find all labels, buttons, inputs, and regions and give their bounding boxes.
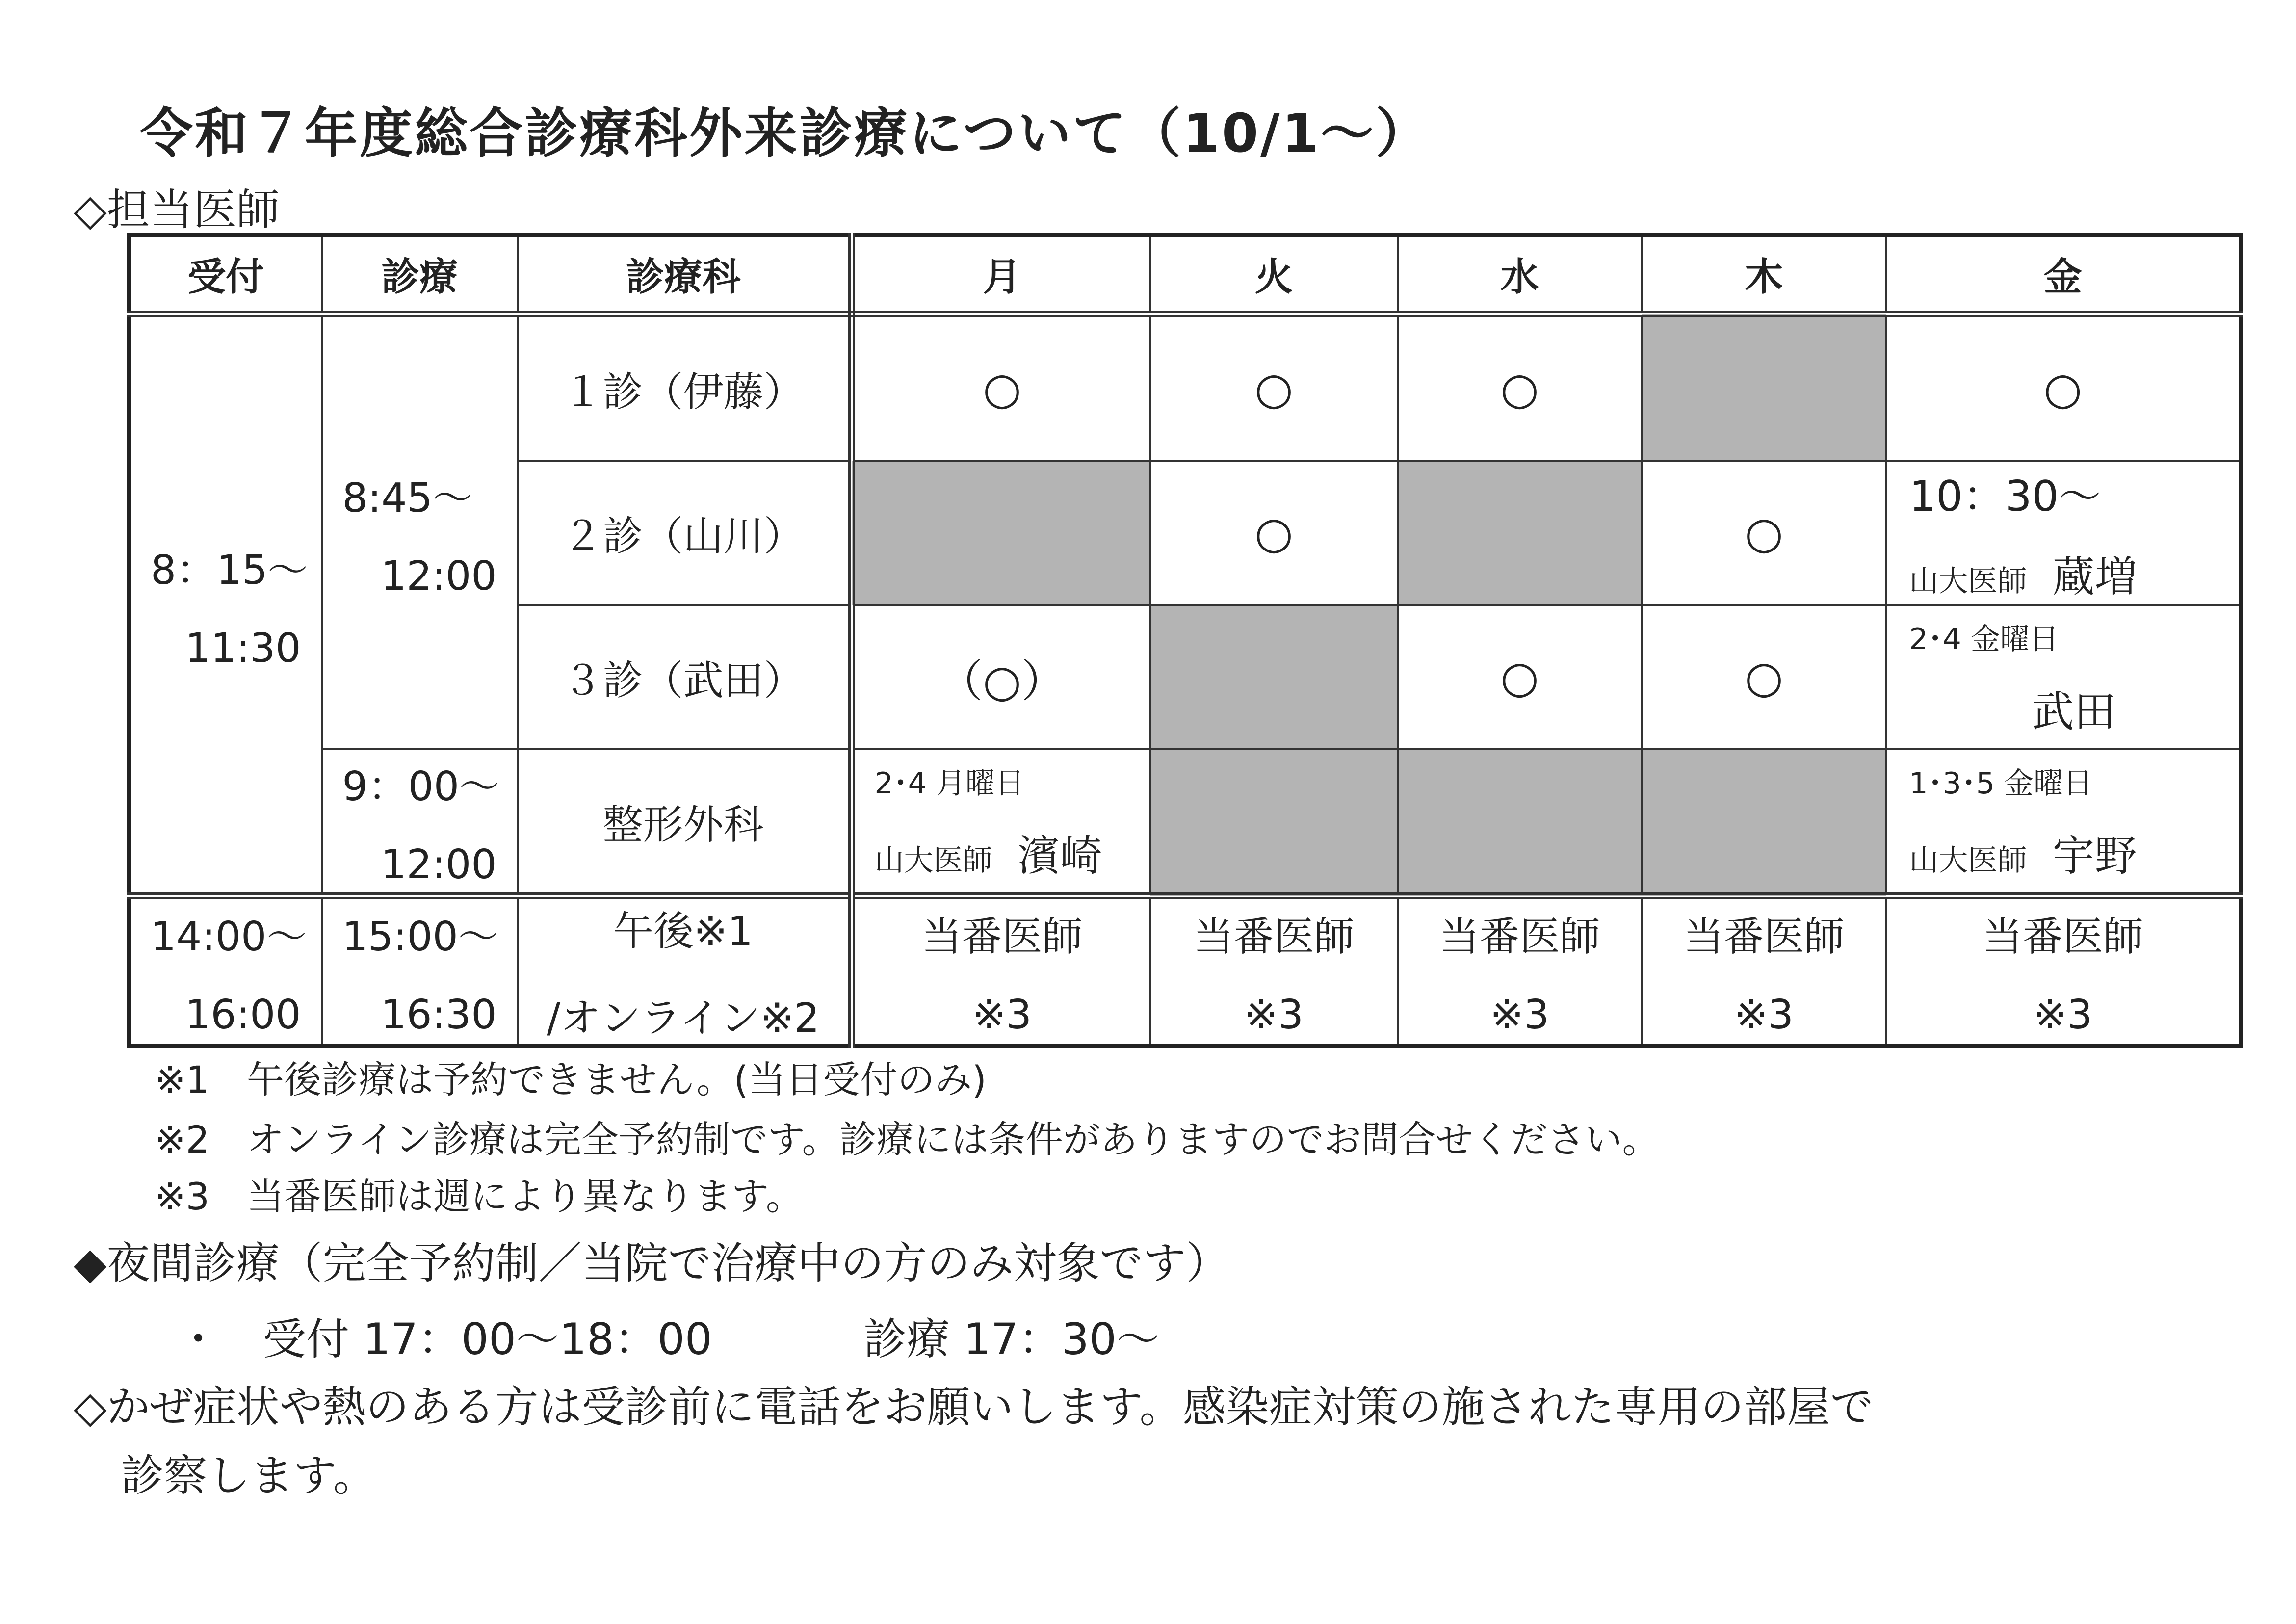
header-wed: 水 (1398, 235, 1642, 314)
fri-time: 10：30〜 (1909, 472, 2101, 521)
afternoon-consult-time (322, 896, 518, 1046)
bullet: ・ (177, 1314, 220, 1364)
header-mon: 月 (852, 235, 1150, 314)
time-end: 11:30 (185, 625, 301, 672)
time-start: 15:00〜 (342, 914, 498, 960)
time-start: 8:45〜 (342, 475, 473, 522)
cell-thu: ○ (1642, 461, 1886, 605)
cell-thu: ○ (1642, 605, 1886, 749)
dept-2: ２診（山川） (518, 461, 852, 605)
table-row (129, 749, 2241, 896)
section-doctors-heading: ◇担当医師 (74, 184, 280, 235)
ortho-consult-time (322, 749, 518, 896)
fri-label: 山大医師 (1909, 564, 2027, 599)
duty-wed (1398, 896, 1642, 1046)
header-consult: 診療 (322, 235, 518, 314)
cell-fri (1886, 461, 2241, 605)
time-start: 8：15〜 (151, 547, 308, 594)
cell-fri (1886, 605, 2241, 749)
cell-wed: ○ (1398, 314, 1642, 461)
duty-note: ※3 (2033, 992, 2093, 1038)
fri-doctor: 武田 (2032, 687, 2116, 736)
dept-3: ３診（武田） (518, 605, 852, 749)
schedule-table (127, 233, 2243, 1048)
duty-note: ※3 (1244, 992, 1304, 1038)
cell-tue-closed (1150, 749, 1398, 896)
duty-note: ※3 (1490, 992, 1549, 1038)
cell-thu-closed (1642, 749, 1886, 896)
duty-thu (1642, 896, 1886, 1046)
afternoon-reception-time (129, 896, 322, 1046)
note-3: ※3 当番医師は週により異なります。 (155, 1175, 803, 1218)
duty-label: 当番医師 (1439, 914, 1600, 960)
duty-label: 当番医師 (1683, 914, 1845, 960)
duty-fri (1886, 896, 2241, 1046)
page-title: 令和７年度総合診療科外来診療について（10/1〜） (140, 103, 1431, 164)
time-end: 12:00 (381, 841, 497, 888)
cell-fri (1886, 749, 2241, 896)
dept-ortho: 整形外科 (518, 749, 852, 896)
cell-tue: ○ (1150, 314, 1398, 461)
cold-notice-line2: 診察します。 (121, 1450, 376, 1501)
cell-mon: ○ (852, 314, 1150, 461)
duty-mon (852, 896, 1150, 1046)
cell-thu-closed (1642, 314, 1886, 461)
fri-label: 山大医師 (1909, 843, 2027, 878)
morning-reception-time (129, 314, 322, 896)
night-hours (177, 1305, 1160, 1367)
duty-label: 当番医師 (1193, 914, 1355, 960)
duty-note: ※3 (1734, 992, 1794, 1038)
duty-label: 当番医師 (1982, 914, 2143, 960)
time-start: 14:00〜 (151, 914, 307, 960)
cold-notice-line1: ◇かぜ症状や熱のある方は受診前に電話をお願いします。感染症対策の施された専用の部屋で (74, 1382, 1874, 1432)
fri-doctor: 宇野 (2052, 832, 2137, 881)
cell-wed-closed (1398, 461, 1642, 605)
note-2: ※2 オンライン診療は完全予約制です。診療には条件がありますのでお問合せください。 (155, 1118, 1660, 1161)
mon-doctor: 濱崎 (1018, 832, 1102, 881)
cell-mon-closed (852, 461, 1150, 605)
time-end: 16:30 (381, 992, 497, 1038)
dept-line: 午後※1 (613, 908, 753, 955)
morning-consult-time (322, 314, 518, 749)
header-reception: 受付 (129, 235, 322, 314)
cell-tue-closed (1150, 605, 1398, 749)
afternoon-row (129, 896, 2241, 1046)
time-end: 12:00 (381, 553, 497, 600)
table-row (129, 314, 2241, 461)
cell-mon: （○） (852, 605, 1150, 749)
night-heading: ◆夜間診療（完全予約制／当院で治療中の方のみ対象です） (74, 1238, 1229, 1288)
dept-line: /オンライン※2 (547, 995, 820, 1042)
cell-wed: ○ (1398, 605, 1642, 749)
duty-label: 当番医師 (921, 914, 1083, 960)
header-thu: 木 (1642, 235, 1886, 314)
header-tue: 火 (1150, 235, 1398, 314)
cell-fri: ○ (1886, 314, 2241, 461)
mon-days: 2･4 月曜日 (874, 766, 1024, 801)
night-reception: 受付 17：00〜18：00 (263, 1314, 712, 1364)
header-row (129, 235, 2241, 314)
fri-doctor: 蔵増 (2052, 552, 2137, 602)
duty-note: ※3 (972, 992, 1032, 1038)
fri-days: 2･4 金曜日 (1909, 622, 2059, 656)
fri-days: 1･3･5 金曜日 (1909, 766, 2093, 801)
dept-1: １診（伊藤） (518, 314, 852, 461)
cell-tue: ○ (1150, 461, 1398, 605)
time-start: 9：00〜 (342, 763, 500, 810)
note-1: ※1 午後診療は予約できません。(当日受付のみ) (155, 1058, 987, 1101)
night-consult: 診療 17：30〜 (863, 1314, 1160, 1364)
afternoon-dept (518, 896, 852, 1046)
header-department: 診療科 (518, 235, 852, 314)
cell-wed-closed (1398, 749, 1642, 896)
time-end: 16:00 (185, 992, 301, 1038)
cell-mon (852, 749, 1150, 896)
header-fri: 金 (1886, 235, 2241, 314)
mon-label: 山大医師 (874, 843, 992, 878)
duty-tue (1150, 896, 1398, 1046)
